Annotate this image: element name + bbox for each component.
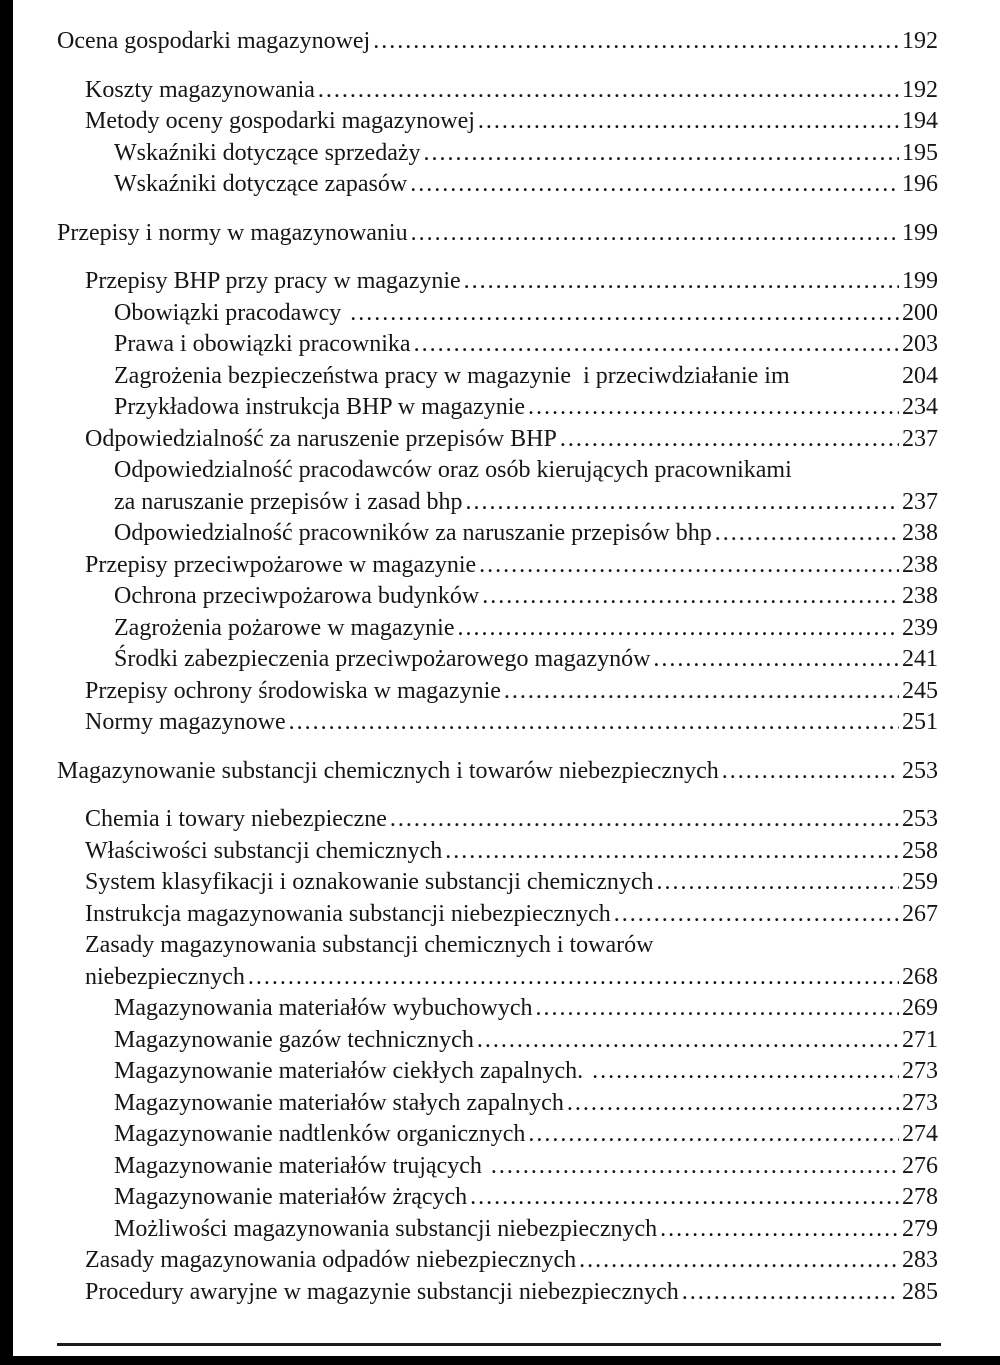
dot-leader (567, 1088, 899, 1120)
page-number: 238 (902, 583, 938, 609)
toc-entry (57, 298, 938, 330)
toc-entry (57, 804, 938, 836)
dot-leader (390, 804, 899, 836)
dot-leader (657, 867, 900, 899)
toc-line (114, 1088, 938, 1120)
toc-line (85, 962, 938, 994)
toc-line (114, 138, 938, 170)
toc-entry (57, 1214, 938, 1246)
toc-entry (57, 392, 938, 424)
toc-line (114, 169, 938, 201)
page-number: 194 (902, 108, 938, 134)
toc-entry-title: niebezpiecznych (85, 963, 245, 990)
page-number: 283 (902, 1247, 938, 1273)
page-number: 237 (902, 488, 938, 515)
toc-entry (57, 1277, 938, 1309)
toc-entry (57, 676, 938, 708)
toc-entry-title: Magazynowanie materiałów ciekłych zapalnych. (114, 1058, 590, 1084)
dot-leader (289, 707, 899, 739)
toc-line (114, 1151, 938, 1183)
page-number: 196 (902, 171, 938, 197)
toc-entry (57, 930, 938, 993)
toc-line (85, 75, 938, 107)
toc-line (114, 993, 938, 1025)
toc-entry (57, 75, 938, 107)
dot-leader (491, 1151, 899, 1183)
footer-rule (57, 1343, 941, 1346)
toc-entry (57, 644, 938, 676)
toc-line (85, 836, 938, 868)
toc-line (114, 581, 938, 613)
toc-entry-title: Przykładowa instrukcja BHP w magazynie (114, 394, 526, 420)
dot-leader (592, 1056, 899, 1088)
toc-line (85, 1277, 938, 1309)
toc-entry-title: Środki zabezpieczenia przeciwpożarowego magazynów (114, 646, 651, 672)
toc-line (85, 899, 938, 931)
toc-entry (57, 424, 938, 456)
toc-line (57, 218, 938, 250)
toc-entry-title: Metody oceny gospodarki magazynowej (85, 108, 475, 134)
page-number: 199 (902, 268, 938, 294)
toc-entry-title: Właściwości substancji chemicznych (85, 837, 443, 864)
toc-entry-title: Magazynowanie nadtlenków organicznych (114, 1121, 526, 1147)
toc-line (85, 930, 938, 962)
page-number: 258 (902, 837, 938, 864)
toc-line (114, 518, 938, 550)
toc-entry (57, 169, 938, 201)
toc-entry (57, 1119, 938, 1151)
dot-leader (445, 836, 899, 868)
toc-line (85, 1245, 938, 1277)
toc-entry (57, 26, 938, 58)
dot-leader (350, 298, 899, 330)
toc-entry (57, 455, 938, 518)
toc-entry (57, 899, 938, 931)
dot-leader (722, 756, 899, 788)
dot-leader (504, 676, 899, 708)
toc-line (85, 804, 938, 836)
toc-entry (57, 707, 938, 739)
page-number: 259 (902, 869, 938, 895)
toc-entry-title: Prawa i obowiązki pracownika (114, 331, 411, 357)
page-number: 253 (902, 806, 938, 832)
toc-entry-title: Procedury awaryjne w magazynie substancji niebezpiecznych (85, 1278, 679, 1305)
dot-leader (682, 1277, 899, 1309)
toc-entry-title: Ocena gospodarki magazynowej (57, 28, 371, 54)
dot-leader (536, 993, 899, 1025)
toc-line (114, 392, 938, 424)
toc-entry-title: Przepisy przeciwpożarowe w magazynie (85, 551, 477, 578)
toc-entry-title: Obowiązki pracodawcy (114, 299, 348, 326)
toc-line (85, 424, 938, 456)
toc-entry-title: Przepisy BHP przy pracy w magazynie (85, 268, 461, 294)
dot-leader (470, 1182, 899, 1214)
dot-leader (410, 169, 899, 201)
page-number: 279 (902, 1215, 938, 1242)
toc-entry (57, 361, 938, 393)
toc-line (85, 676, 938, 708)
toc-line (114, 644, 938, 676)
toc-line (114, 1214, 938, 1246)
toc-entry-title: Odpowiedzialność pracodawców oraz osób kierujących pracownikami (114, 457, 792, 483)
toc-line (114, 613, 938, 645)
toc-entry-title: Zasady magazynowania odpadów niebezpiecznych (85, 1247, 577, 1273)
page-number: 203 (902, 331, 938, 357)
toc-line (114, 298, 938, 330)
toc-entry-title: Wskaźniki dotyczące sprzedaży (114, 139, 421, 166)
toc-entry-title: za naruszanie przepisów i zasad bhp (114, 488, 463, 515)
page-number: 273 (902, 1058, 938, 1084)
toc-entry-title: Magazynowania materiałów wybuchowych (114, 995, 533, 1021)
toc-entry-title: Magazynowanie materiałów trujących (114, 1152, 488, 1179)
toc-entry-title: Chemia i towary niebezpieczne (85, 806, 387, 832)
toc-entry (57, 867, 938, 899)
toc-entry (57, 106, 938, 138)
toc-entry-title: Odpowiedzialność pracowników za naruszanie przepisów bhp (114, 520, 712, 546)
page-number: 268 (902, 963, 938, 990)
page-number: 195 (902, 139, 938, 166)
page-number: 199 (902, 219, 938, 246)
page-number: 253 (902, 757, 938, 784)
toc-entry-title: Możliwości magazynowania substancji niebezpiecznych (114, 1215, 658, 1242)
toc-entry (57, 1182, 938, 1214)
page-number: 238 (902, 520, 938, 546)
page-number: 267 (902, 900, 938, 927)
toc-entry (57, 993, 938, 1025)
toc-line (85, 867, 938, 899)
toc-line (57, 26, 938, 58)
toc-entry (57, 550, 938, 582)
toc-entry (57, 756, 938, 788)
page-number: 251 (902, 709, 938, 735)
toc-line (114, 1056, 938, 1088)
page-number: 273 (902, 1089, 938, 1116)
toc-entry-title: Zagrożenia bezpieczeństwa pracy w magazynie i przeciwdziałanie im (114, 362, 790, 389)
toc-entry (57, 218, 938, 250)
dot-leader (478, 106, 899, 138)
dot-leader (653, 644, 899, 676)
page-number: 200 (902, 299, 938, 326)
dot-leader (479, 550, 899, 582)
toc-entry-title: Przepisy ochrony środowiska w magazynie (85, 677, 501, 704)
toc-entry-title: System klasyfikacji i oznakowanie substancji chemicznych (85, 869, 654, 895)
toc-entry-title: Normy magazynowe (85, 709, 286, 735)
page-number: 278 (902, 1184, 938, 1210)
toc-entry (57, 329, 938, 361)
page-number: 237 (902, 425, 938, 452)
scan-edge-left-bar (0, 0, 13, 1365)
toc-line (114, 1119, 938, 1151)
toc-line (85, 550, 938, 582)
dot-leader (477, 1025, 899, 1057)
dot-leader (466, 487, 899, 519)
page-number: 238 (902, 551, 938, 578)
toc-line (85, 106, 938, 138)
toc-entry (57, 1056, 938, 1088)
dot-leader (614, 899, 899, 931)
toc-list (57, 26, 938, 1308)
toc-entry (57, 1025, 938, 1057)
toc-entry (57, 1245, 938, 1277)
toc-entry-title: Wskaźniki dotyczące zapasów (114, 171, 408, 197)
scan-edge-bottom-bar (0, 1356, 1000, 1365)
page-number: 192 (902, 28, 938, 54)
toc-entry-title: Ochrona przeciwpożarowa budynków (114, 583, 480, 609)
page-number: 241 (902, 646, 938, 672)
dot-leader (318, 75, 899, 107)
dot-leader (660, 1214, 899, 1246)
toc-entry-title: Magazynowanie gazów technicznych (114, 1026, 474, 1053)
dot-leader (560, 424, 899, 456)
page-number: 274 (902, 1121, 938, 1147)
dot-leader (464, 266, 899, 298)
dot-leader (424, 138, 899, 170)
toc-line (114, 455, 938, 487)
toc-entry (57, 518, 938, 550)
dot-leader (528, 1119, 899, 1151)
page-number: 269 (902, 995, 938, 1021)
toc-entry (57, 613, 938, 645)
toc-entry-title: Instrukcja magazynowania substancji niebezpiecznych (85, 900, 611, 927)
dot-leader (528, 392, 899, 424)
dot-leader (373, 26, 899, 58)
dot-leader (248, 962, 899, 994)
toc-entry (57, 1151, 938, 1183)
toc-entry (57, 1088, 938, 1120)
page-number: 239 (902, 614, 938, 641)
toc-entry (57, 581, 938, 613)
dot-leader (458, 613, 900, 645)
toc-entry-title: Przepisy i normy w magazynowaniu (57, 219, 408, 246)
dot-leader (482, 581, 899, 613)
toc-entry-title: Odpowiedzialność za naruszenie przepisów BHP (85, 425, 557, 452)
page-number: 276 (902, 1152, 938, 1179)
page-number: 271 (902, 1026, 938, 1053)
page-number: 192 (902, 76, 938, 103)
toc-entry (57, 138, 938, 170)
toc-line (114, 1182, 938, 1214)
dot-leader (411, 218, 899, 250)
page-number: 245 (902, 677, 938, 704)
toc-entry (57, 836, 938, 868)
toc-entry (57, 266, 938, 298)
page-number: 204 (902, 362, 938, 389)
dot-leader (414, 329, 899, 361)
page-number: 234 (902, 394, 938, 420)
toc-line (114, 1025, 938, 1057)
toc-entry-title: Magazynowanie materiałów żrących (114, 1184, 468, 1210)
toc-line (85, 707, 938, 739)
toc-line (114, 361, 938, 393)
toc-entry-title: Magazynowanie materiałów stałych zapalnych (114, 1089, 564, 1116)
toc-line (57, 756, 938, 788)
toc-line (114, 487, 938, 519)
toc-line (114, 329, 938, 361)
dot-leader (579, 1245, 899, 1277)
toc-line (85, 266, 938, 298)
toc-entry-title: Zasady magazynowania substancji chemicznych i towarów (85, 932, 654, 958)
page-number: 285 (902, 1278, 938, 1305)
toc-entry-title: Zagrożenia pożarowe w magazynie (114, 614, 455, 641)
toc-entry-title: Koszty magazynowania (85, 76, 315, 103)
toc-entry-title: Magazynowanie substancji chemicznych i towarów niebezpiecznych (57, 757, 719, 784)
dot-leader (715, 518, 899, 550)
